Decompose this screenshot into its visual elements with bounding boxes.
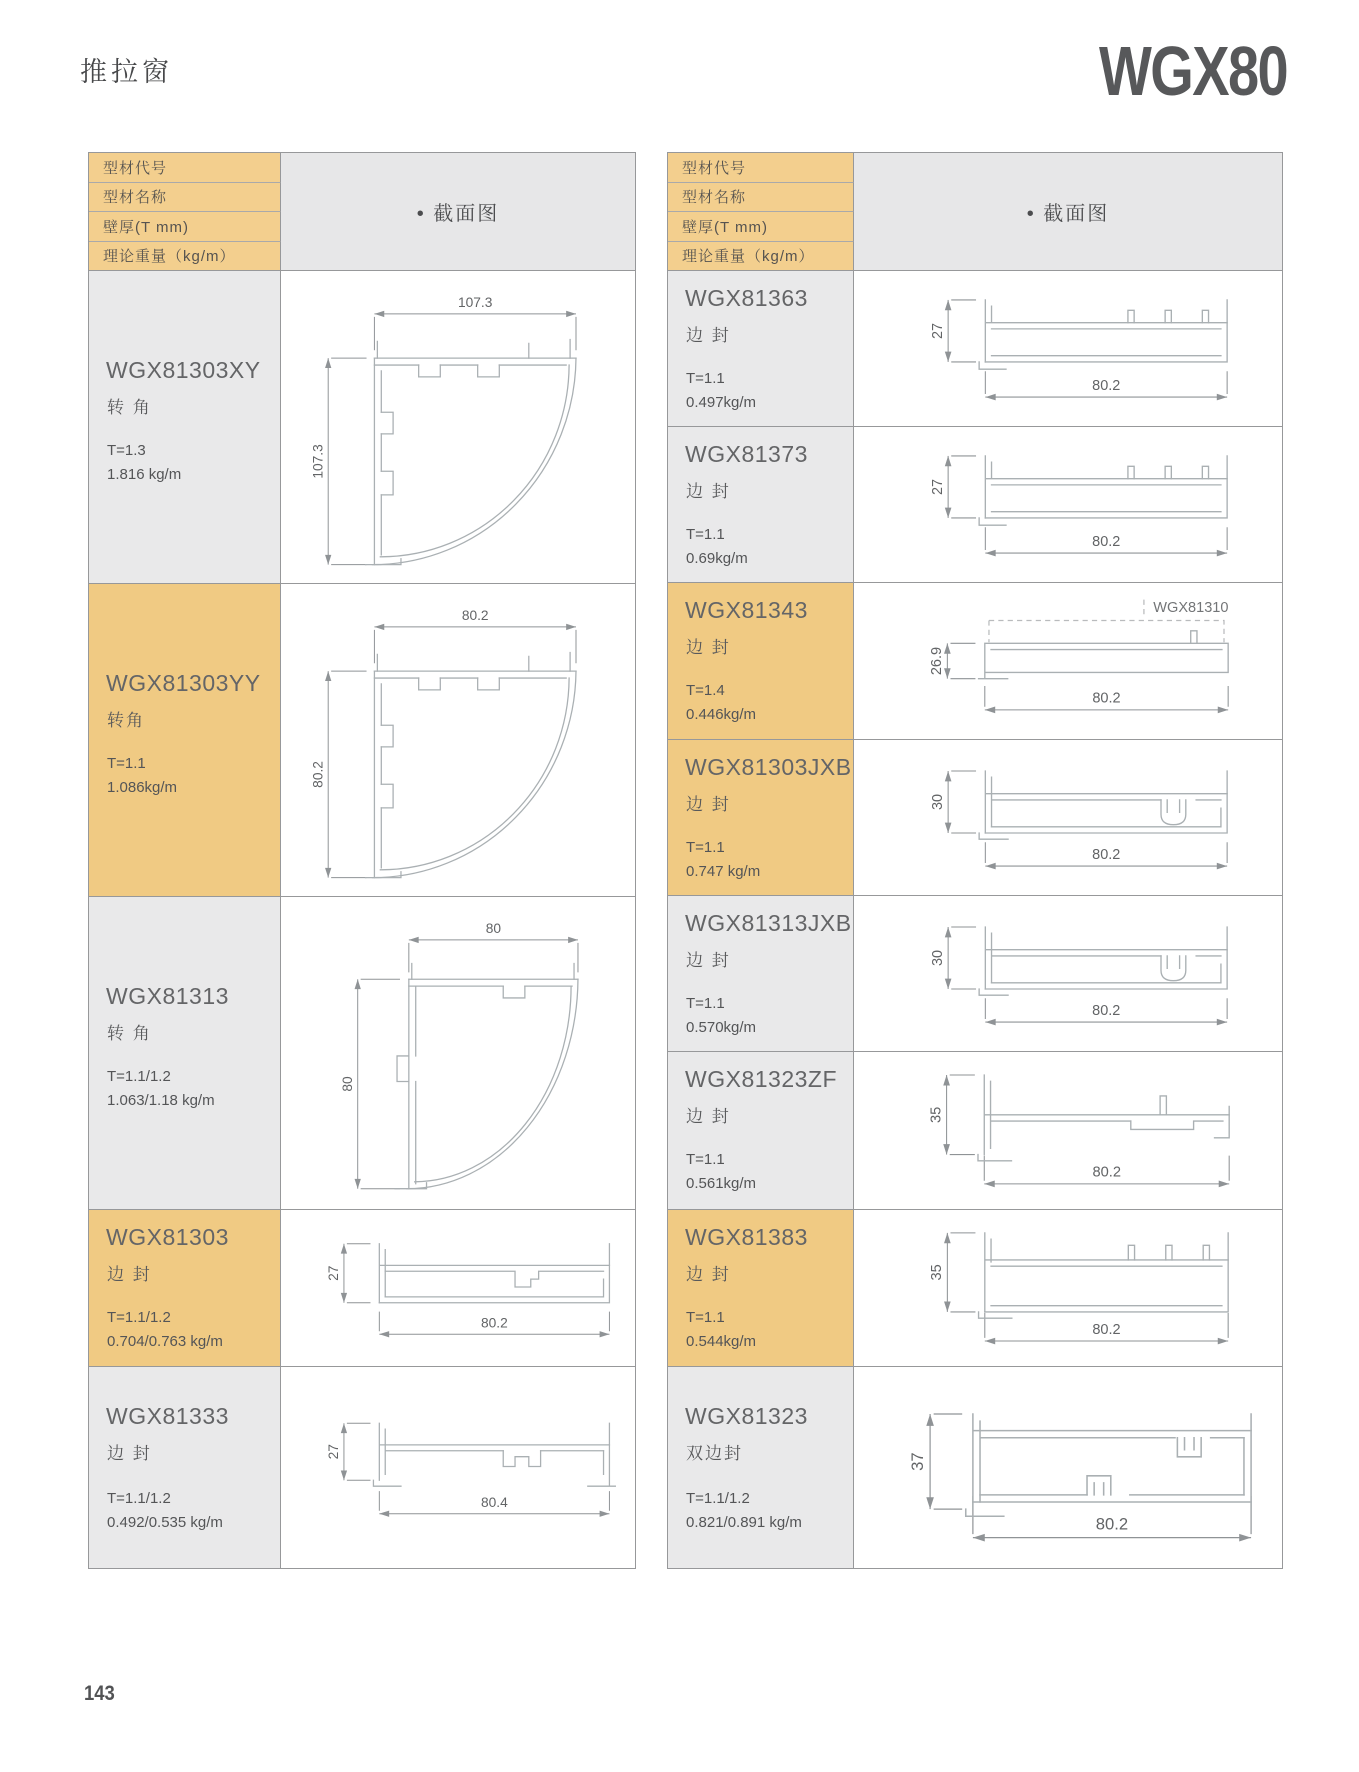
wall-thickness-value: T=1.4 bbox=[686, 682, 725, 699]
profile-info-cell bbox=[668, 427, 854, 582]
profile-info-cell bbox=[668, 271, 854, 426]
profile-name: 转 角 bbox=[107, 1024, 152, 1043]
weight-value: 0.821/0.891 kg/m bbox=[686, 1514, 802, 1531]
weight-value: 0.69kg/m bbox=[686, 550, 748, 567]
cross-section-svg bbox=[854, 1367, 1282, 1568]
cross-section-svg bbox=[281, 271, 635, 583]
table-row bbox=[668, 1366, 1282, 1568]
section-diagram-cell bbox=[281, 1367, 635, 1568]
wall-thickness-value: T=1.1 bbox=[686, 1151, 725, 1168]
header-section-view: • 截面图 bbox=[854, 153, 1282, 271]
profile-name: 边 封 bbox=[686, 482, 731, 501]
wall-thickness-value: T=1.1 bbox=[686, 995, 725, 1012]
section-diagram-cell bbox=[854, 583, 1282, 739]
table-row bbox=[668, 271, 1282, 426]
table-row bbox=[668, 582, 1282, 739]
section-diagram-cell bbox=[854, 427, 1282, 582]
dimension-label: 80.2 bbox=[461, 608, 489, 624]
header-profile-code: 型材代号 bbox=[668, 153, 854, 183]
profile-info-cell bbox=[89, 897, 281, 1209]
weight-value: 0.544kg/m bbox=[686, 1333, 757, 1350]
section-diagram-cell bbox=[281, 584, 635, 896]
wall-thickness-value: T=1.1/1.2 bbox=[107, 1068, 171, 1085]
cross-section-svg bbox=[281, 1210, 635, 1366]
wall-thickness-value: T=1.1 bbox=[686, 370, 725, 387]
weight-value: 1.816 kg/m bbox=[107, 466, 182, 483]
dimension-label: 80.2 bbox=[1092, 690, 1121, 707]
weight-value: 0.570kg/m bbox=[686, 1019, 757, 1036]
dimension-label: 27 bbox=[929, 478, 946, 495]
header-section-view: • 截面图 bbox=[281, 153, 635, 271]
table-row bbox=[668, 426, 1282, 582]
cross-section-svg bbox=[281, 897, 635, 1209]
profile-info-cell bbox=[668, 583, 854, 739]
profile-name: 边 封 bbox=[686, 1265, 731, 1284]
profile-info-cell bbox=[668, 1052, 854, 1209]
header-wall-thickness: 壁厚(T mm) bbox=[668, 212, 854, 242]
profile-spec bbox=[107, 1306, 223, 1354]
dimension-label: 80 bbox=[339, 1076, 355, 1092]
dimension-label: 27 bbox=[929, 322, 946, 339]
profile-spec bbox=[686, 679, 756, 727]
dimension-label: 80.2 bbox=[310, 761, 326, 788]
profile-info-cell bbox=[668, 1210, 854, 1366]
category-title: 推拉窗 bbox=[80, 57, 173, 87]
table-header bbox=[89, 153, 635, 271]
dimension-label: 80 bbox=[485, 921, 502, 937]
page-number: 143 bbox=[84, 1682, 115, 1705]
table-row bbox=[89, 1366, 635, 1568]
profile-table-left bbox=[88, 152, 636, 1569]
weight-value: 0.497kg/m bbox=[686, 394, 757, 411]
wall-thickness-value: T=1.1 bbox=[107, 755, 146, 772]
dimension-label: 26.9 bbox=[929, 646, 946, 676]
profile-name: 边 封 bbox=[107, 1265, 152, 1284]
cross-section-svg bbox=[281, 584, 635, 896]
dimension-label: 80.2 bbox=[1092, 377, 1121, 394]
profile-name: 转角 bbox=[107, 711, 145, 730]
table-row bbox=[89, 583, 635, 896]
profile-spec bbox=[107, 1065, 215, 1113]
profile-name: 边 封 bbox=[686, 951, 731, 970]
section-diagram-cell bbox=[854, 1367, 1282, 1568]
profile-code: WGX81303YY bbox=[106, 670, 261, 696]
table-row bbox=[668, 1051, 1282, 1209]
dimension-label: 35 bbox=[929, 1264, 946, 1281]
section-diagram-cell bbox=[854, 896, 1282, 1051]
profile-spec bbox=[686, 992, 756, 1040]
dimension-label: 80.4 bbox=[481, 1494, 508, 1510]
dimension-label: 30 bbox=[929, 793, 946, 811]
table-row bbox=[668, 739, 1282, 895]
profile-code: WGX81373 bbox=[685, 441, 808, 467]
dimension-label: 27 bbox=[326, 1265, 342, 1281]
dimension-label: 107.3 bbox=[457, 295, 493, 311]
profile-spec bbox=[686, 1148, 756, 1196]
dimension-label: 35 bbox=[928, 1106, 945, 1123]
header-theoretical-weight: 理论重量（kg/m） bbox=[668, 242, 854, 272]
section-diagram-cell bbox=[854, 740, 1282, 895]
wall-thickness-value: T=1.1/1.2 bbox=[107, 1490, 171, 1507]
header-wall-thickness: 壁厚(T mm) bbox=[89, 212, 281, 242]
table-row bbox=[89, 271, 635, 583]
wall-thickness-value: T=1.1 bbox=[686, 839, 725, 856]
profile-spec bbox=[686, 1306, 756, 1354]
profile-code: WGX81343 bbox=[685, 597, 808, 623]
header-theoretical-weight: 理论重量（kg/m） bbox=[89, 242, 281, 272]
cross-section-svg bbox=[854, 583, 1282, 739]
related-profile-annotation: WGX81310 bbox=[1153, 600, 1229, 617]
profile-code: WGX81323ZF bbox=[685, 1066, 837, 1092]
profile-name: 边 封 bbox=[686, 638, 731, 657]
profile-name: 边 封 bbox=[686, 795, 731, 814]
weight-value: 1.063/1.18 kg/m bbox=[107, 1092, 215, 1109]
profile-info-cell bbox=[89, 1367, 281, 1568]
profile-code: WGX81323 bbox=[685, 1403, 808, 1429]
profile-name: 边 封 bbox=[686, 326, 731, 345]
profile-spec bbox=[107, 1487, 223, 1535]
wall-thickness-value: T=1.3 bbox=[107, 442, 146, 459]
cross-section-svg bbox=[281, 1367, 635, 1568]
section-diagram-cell bbox=[854, 271, 1282, 426]
table-row bbox=[668, 895, 1282, 1051]
table-row bbox=[89, 896, 635, 1209]
dimension-label: 107.3 bbox=[310, 444, 326, 479]
header-profile-name: 型材名称 bbox=[89, 183, 281, 213]
profile-code: WGX81303 bbox=[106, 1224, 229, 1250]
profile-info-cell bbox=[668, 740, 854, 895]
weight-value: 0.747 kg/m bbox=[686, 863, 761, 880]
profile-name: 双边封 bbox=[686, 1444, 743, 1463]
dimension-label: 80.2 bbox=[1092, 1002, 1121, 1019]
profile-code: WGX81313JXB bbox=[685, 910, 852, 936]
profile-name: 边 封 bbox=[107, 1444, 152, 1463]
profile-code: WGX81383 bbox=[685, 1224, 808, 1250]
profile-spec bbox=[686, 836, 760, 884]
section-diagram-cell bbox=[281, 1210, 635, 1366]
table-body bbox=[89, 271, 635, 1568]
dimension-label: 80.2 bbox=[1092, 1164, 1121, 1181]
profile-spec bbox=[107, 439, 181, 487]
cross-section-svg bbox=[854, 1210, 1282, 1366]
weight-value: 0.561kg/m bbox=[686, 1175, 757, 1192]
header-labels bbox=[89, 153, 281, 271]
dimension-label: 37 bbox=[907, 1452, 927, 1471]
header-profile-code: 型材代号 bbox=[89, 153, 281, 183]
profile-name: 转 角 bbox=[107, 398, 152, 417]
profile-name: 边 封 bbox=[686, 1107, 731, 1126]
profile-code: WGX81303JXB bbox=[685, 754, 852, 780]
wall-thickness-value: T=1.1/1.2 bbox=[107, 1309, 171, 1326]
table-row bbox=[89, 1209, 635, 1366]
cross-section-svg bbox=[854, 896, 1282, 1051]
dimension-label: 30 bbox=[929, 949, 946, 967]
profile-info-cell bbox=[668, 1367, 854, 1568]
cross-section-svg bbox=[854, 740, 1282, 895]
cross-section-svg bbox=[854, 427, 1282, 582]
dimension-label: 80.2 bbox=[481, 1315, 508, 1331]
series-title: WGX80 bbox=[1098, 32, 1287, 110]
profile-spec bbox=[686, 523, 748, 571]
profile-code: WGX81363 bbox=[685, 285, 808, 311]
section-diagram-cell bbox=[281, 897, 635, 1209]
wall-thickness-value: T=1.1 bbox=[686, 1309, 725, 1326]
dimension-label: 80.2 bbox=[1095, 1514, 1129, 1534]
weight-value: 0.446kg/m bbox=[686, 706, 757, 723]
profile-spec bbox=[686, 1487, 802, 1535]
dimension-label: 80.2 bbox=[1092, 1321, 1121, 1338]
section-diagram-cell bbox=[854, 1210, 1282, 1366]
wall-thickness-value: T=1.1 bbox=[686, 526, 725, 543]
dimension-label: 80.2 bbox=[1092, 533, 1121, 550]
profile-spec bbox=[686, 367, 756, 415]
profile-info-cell bbox=[668, 896, 854, 1051]
cross-section-svg bbox=[854, 271, 1282, 426]
table-header bbox=[668, 153, 1282, 271]
table-row bbox=[668, 1209, 1282, 1366]
profile-code: WGX81333 bbox=[106, 1403, 229, 1429]
section-diagram-cell bbox=[854, 1052, 1282, 1209]
weight-value: 0.704/0.763 kg/m bbox=[107, 1333, 223, 1350]
wall-thickness-value: T=1.1/1.2 bbox=[686, 1490, 750, 1507]
weight-value: 1.086kg/m bbox=[107, 779, 178, 796]
profile-info-cell bbox=[89, 1210, 281, 1366]
profile-code: WGX81313 bbox=[106, 983, 229, 1009]
section-diagram-cell bbox=[281, 271, 635, 583]
profile-code: WGX81303XY bbox=[106, 357, 261, 383]
header-profile-name: 型材名称 bbox=[668, 183, 854, 213]
dimension-label: 27 bbox=[326, 1444, 342, 1460]
dimension-label: 80.2 bbox=[1092, 846, 1121, 863]
profile-spec bbox=[107, 752, 177, 800]
profile-table-right bbox=[667, 152, 1283, 1569]
table-body bbox=[668, 271, 1282, 1568]
weight-value: 0.492/0.535 kg/m bbox=[107, 1514, 223, 1531]
cross-section-svg bbox=[854, 1052, 1282, 1209]
header-labels bbox=[668, 153, 854, 271]
profile-info-cell bbox=[89, 584, 281, 896]
profile-info-cell bbox=[89, 271, 281, 583]
